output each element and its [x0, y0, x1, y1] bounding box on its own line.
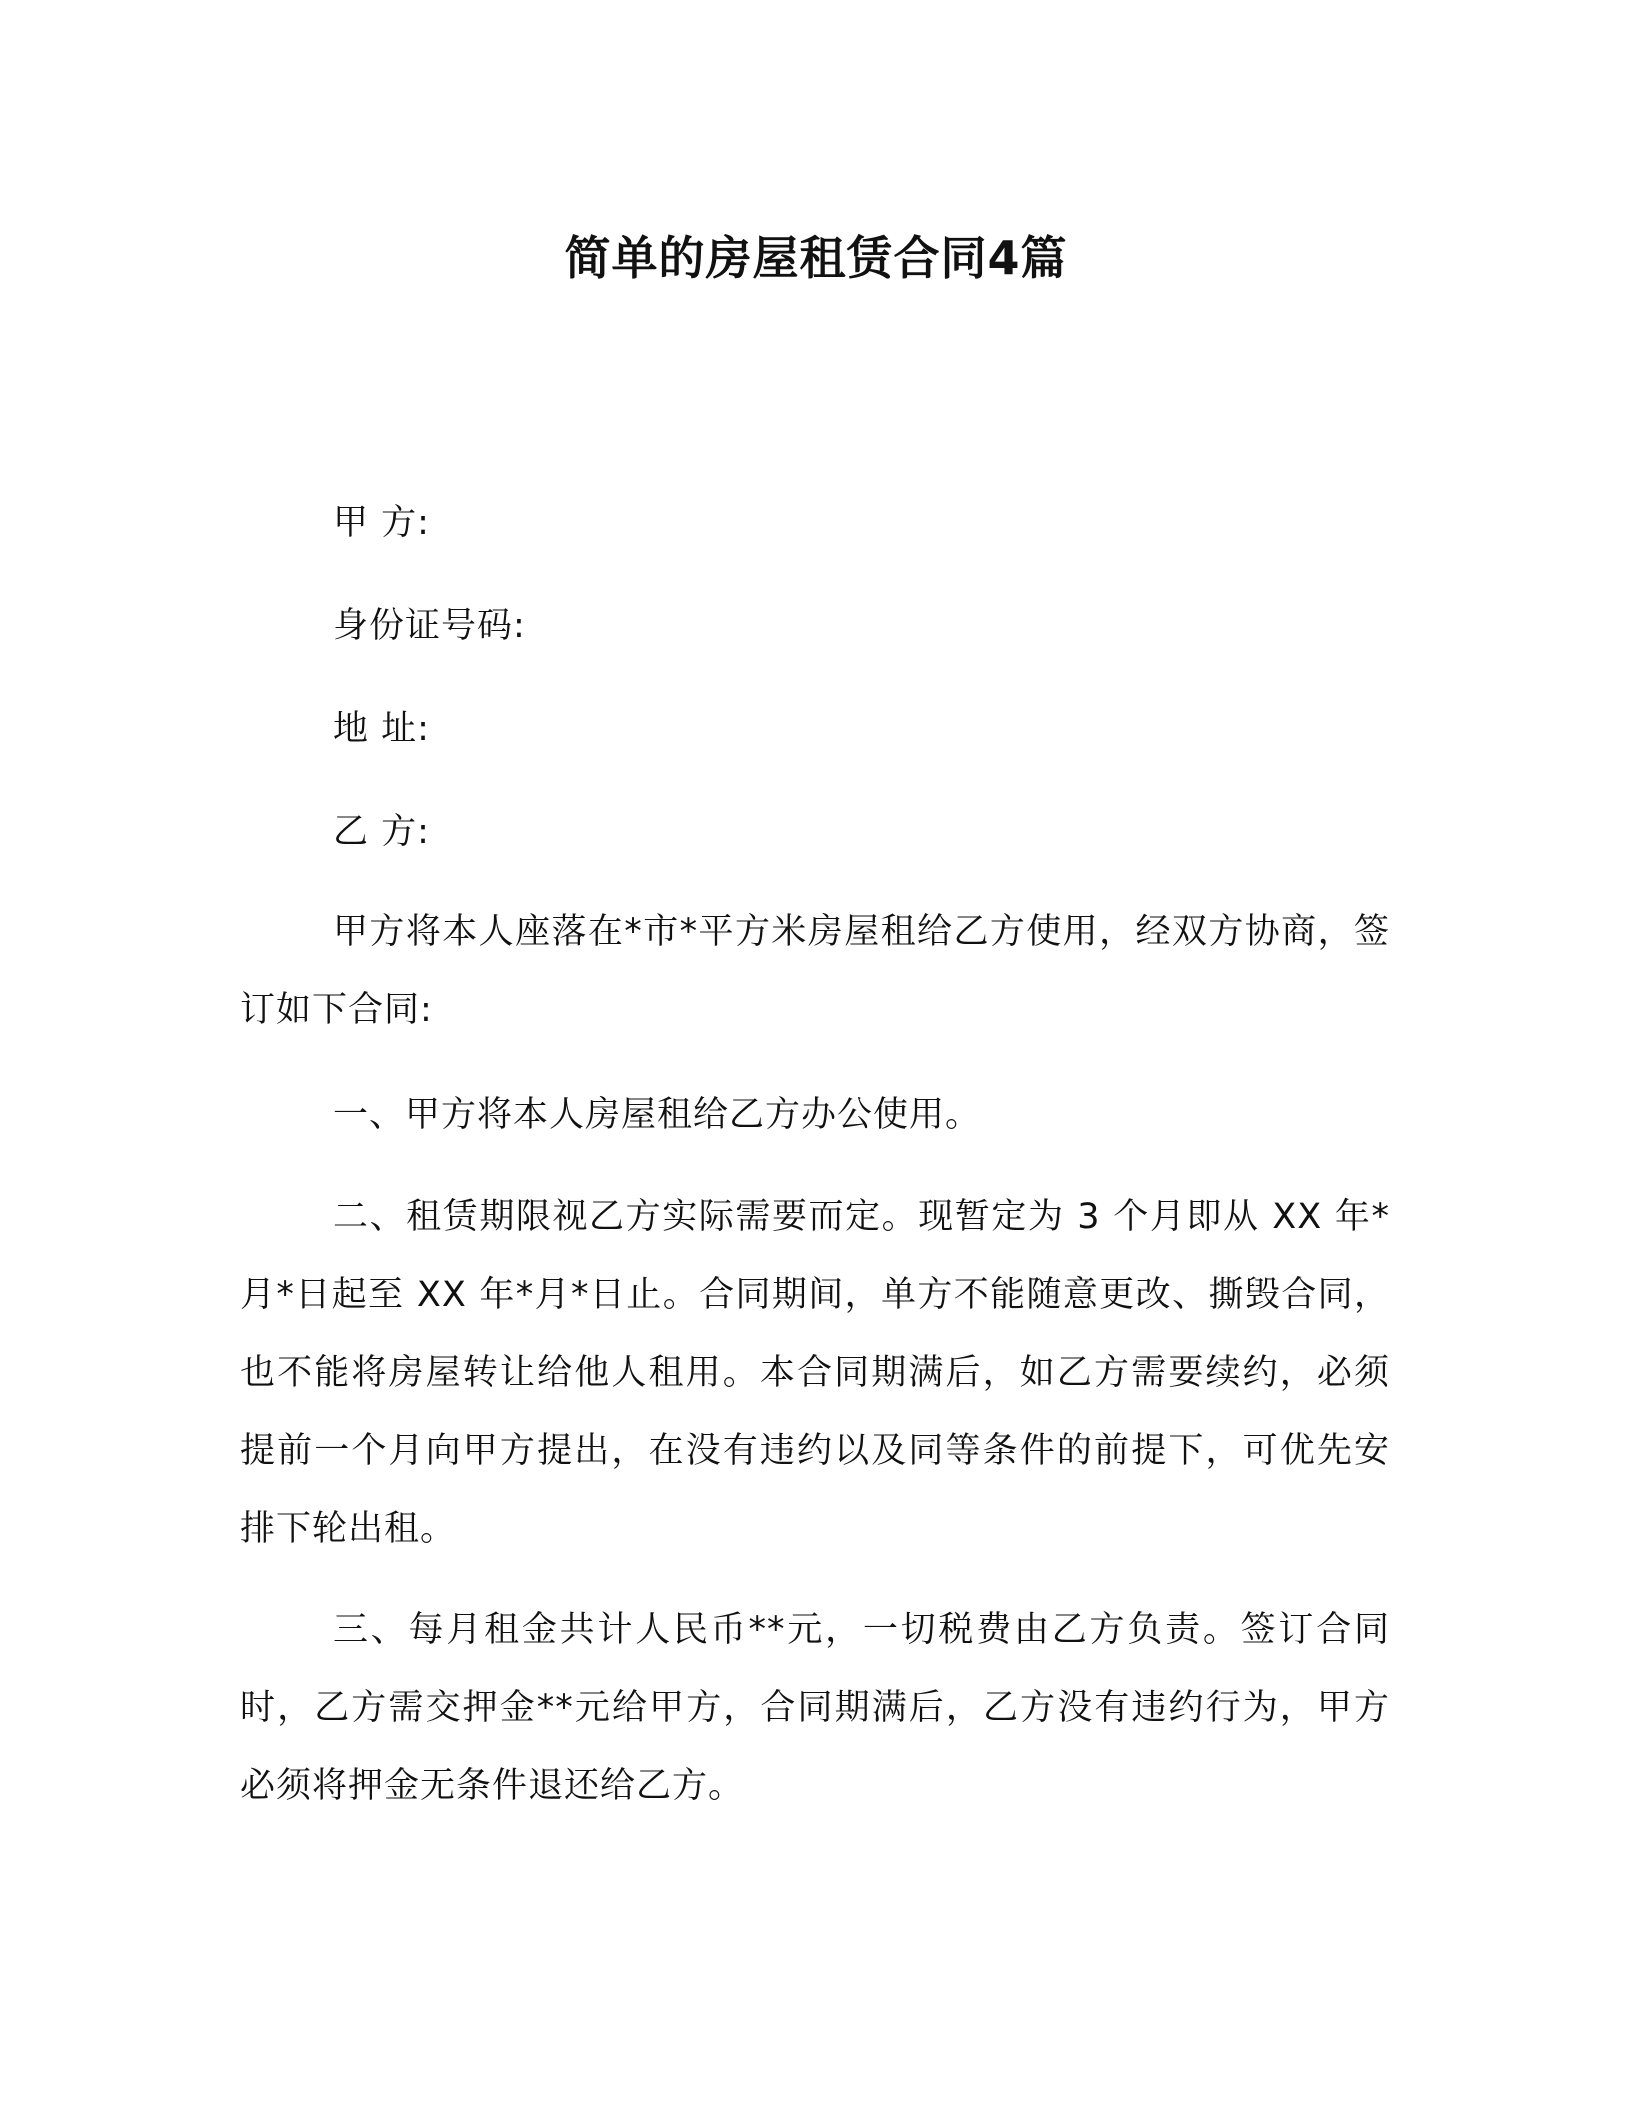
document-title: 简单的房屋租赁合同4篇	[564, 231, 1068, 285]
id-number-field: 身份证号码:	[333, 606, 526, 646]
clause-1-paragraph: 一、甲方将本人房屋租给乙方办公使用。	[333, 1095, 982, 1135]
address-field: 地 址:	[333, 709, 430, 749]
intro-paragraph: 甲方将本人座落在*市*平方米房屋租给乙方使用，经双方协商，签订如下合同:	[240, 912, 1390, 1030]
party-b-field: 乙 方:	[333, 812, 430, 852]
clause-2-paragraph: 二、租赁期限视乙方实际需要而定。现暂定为 3 个月即从 XX 年*月*日起至 XX 年*月*日止。合同期间，单方不能随意更改、撕毁合同，也不能将房屋转让给他人租用。本合同期满后，如乙方需要续约，必须提前一个月向甲方提出，在没有违约以及同等条件的前提下，可优先安排下轮出租。	[240, 1197, 1390, 1549]
clause-3-paragraph: 三、每月租金共计人民币**元，一切税费由乙方负责。签订合同时，乙方需交押金**元给甲方，合同期满后，乙方没有违约行为，甲方必须将押金无条件退还给乙方。	[240, 1610, 1390, 1806]
party-a-field: 甲 方:	[333, 503, 430, 543]
